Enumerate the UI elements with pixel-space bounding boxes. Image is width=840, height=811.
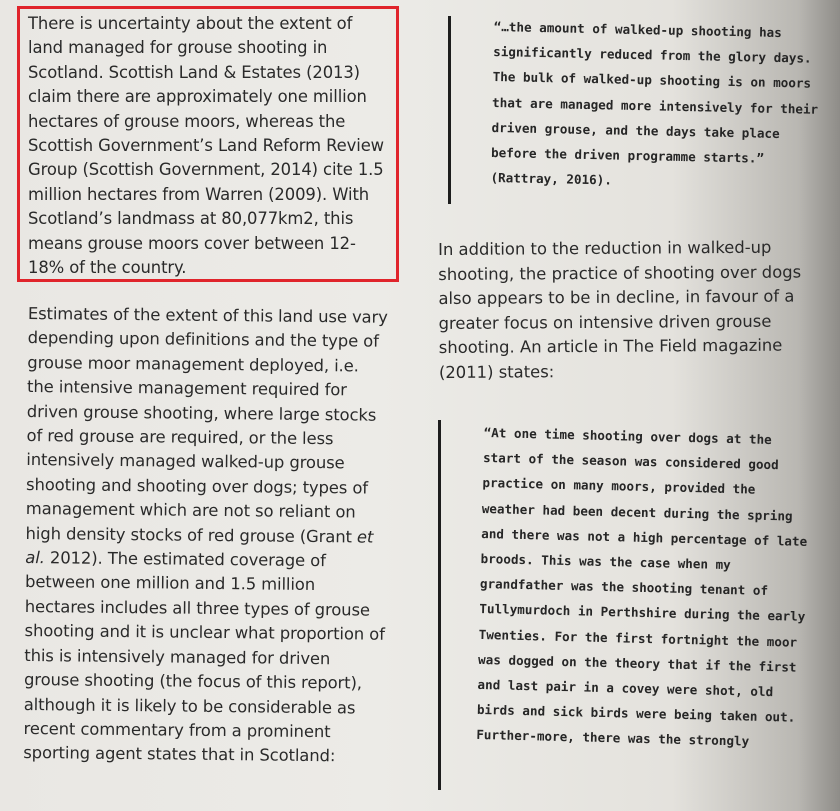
paragraph-estimates-end: 2012). The estimated coverage of between one million and 1.5 million hectares includes all three types of grouse shooting and it is unclear what proportion of this is intensively managed for driven grouse shooting (the focus of this report), although it is likely to be considerable as recent commentary from a prominent sporting agent states that in Scotland: (23, 548, 385, 766)
citation-et-al: et al. (25, 527, 374, 568)
paragraph-highlighted: There is uncertainty about the extent of land managed for grouse shooting in Scotland. Scottish Land & Estates (2013) claim there are approximately one million hectares of grouse moors, whereas the Scottish Government’s Land Reform Review Group (Scottish Government, 2014) cite 1.5 million hectares from Warren (2009). With Scotland’s landmass at 80,077km2, this means grouse moors cover between 12-18% of the country. (28, 14, 384, 278)
quote-bar-rattray (448, 16, 451, 204)
quote-the-field: “At one time shooting over dogs at the start of the season was considered good practice on many moors, provided the weather had been decent during the spring and there was not a high percentage of late broods. This was the case when my grandfather was the shooting tenant of Tullymurdoch in Perthshire during the early Twenties. For the first fortnight the moor was dogged on the theory that if the first and last pair in a covey were shot, old birds and sick birds were being taken out. Further-more, there was the strongly (476, 424, 808, 750)
paragraph-estimates (23, 302, 390, 769)
paragraph-dogs-decline: In addition to the reduction in walked-up shooting, the practice of shooting over dogs also appears to be in decline, in favour of a greater focus on intensive driven grouse shooting. An article in The Field magazine (2011) states: (438, 237, 802, 382)
quote-rattray: “…the amount of walked-up shooting has significantly reduced from the glory days. The bulk of walked-up shooting is on moors that are managed more intensively for their driven grouse, and the days take place before the driven programme starts.” (Rattray, 2016). (490, 18, 819, 188)
paragraph-estimates-start: Estimates of the extent of this land use vary depending upon definitions and the type of grouse moor management deployed, i.e. the intensive management required for driven grouse shooting, where large stocks of red grouse are required, or the less intensively managed walked-up grouse shooting and shooting over dogs; types of management which are not so reliant on high density stocks of red grouse (Grant (25, 303, 388, 547)
quote-bar-field (438, 420, 441, 790)
